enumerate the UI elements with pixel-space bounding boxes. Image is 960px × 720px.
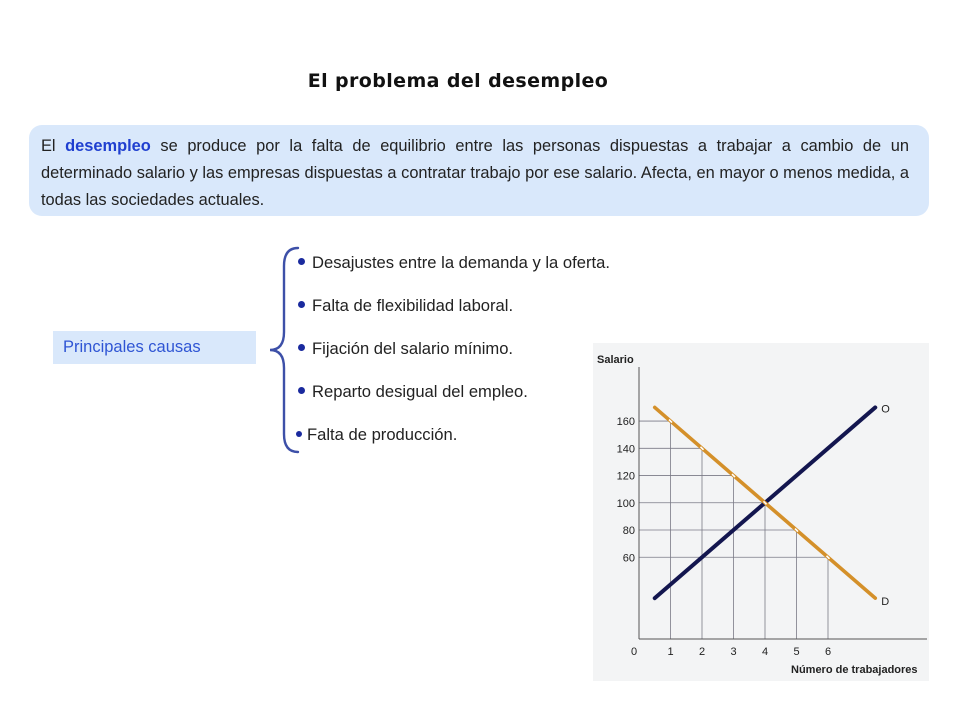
x-tick-label: 2 [698, 646, 706, 658]
y-axis-label: Salario [597, 354, 634, 366]
cause-text: Reparto desigual del empleo. [312, 382, 528, 401]
y-tick-label: 160 [616, 416, 635, 429]
y-tick-label: 60 [622, 552, 635, 565]
cause-text: Falta de flexibilidad laboral. [312, 296, 514, 315]
cause-item-1 [298, 253, 610, 273]
cause-text: Fijación del salario mínimo. [312, 339, 514, 358]
intro-box [29, 125, 929, 216]
cause-item-3 [298, 339, 513, 359]
cause-item-4 [298, 382, 528, 402]
x-tick-label: 6 [824, 646, 832, 658]
cause-item-2 [298, 296, 513, 316]
intro-text-pre: El [41, 137, 66, 155]
causes-label: Principales causas [53, 331, 256, 364]
y-tick-label: 120 [616, 470, 635, 483]
page-title: El problema del desempleo [307, 70, 609, 92]
intro-keyword: desempleo [65, 137, 151, 155]
chart-svg [593, 343, 929, 681]
demand-line-label: D [881, 596, 890, 609]
cause-text: Desajustes entre la demanda y la oferta. [312, 253, 610, 272]
y-tick-label: 140 [616, 443, 635, 456]
x-tick-label: 3 [730, 646, 737, 658]
x-tick-label: 0 [630, 646, 638, 658]
bullet-icon [298, 387, 305, 394]
y-tick-label: 100 [616, 497, 635, 510]
x-axis-label: Número de trabajadores [791, 664, 918, 676]
cause-item-5 [296, 425, 457, 445]
cause-text: Falta de producción. [307, 425, 458, 444]
bullet-icon [298, 344, 305, 351]
bullet-icon [298, 301, 305, 308]
supply-demand-chart [593, 343, 929, 681]
supply-line-label: O [881, 403, 890, 416]
x-tick-label: 4 [761, 646, 769, 658]
bullet-icon [296, 431, 302, 437]
intro-text-post: se produce por la falta de equilibrio entre las personas dispuestas a trabajar a cambio de un determinado salario y las empresas dispuestas a contratar trabajo por ese salario. Afecta, en mayor o menos medida, a todas las sociedades actuales. [41, 137, 909, 209]
x-tick-label: 1 [667, 646, 674, 658]
x-tick-label: 5 [793, 646, 800, 658]
bullet-icon [298, 258, 305, 265]
y-tick-label: 80 [622, 525, 635, 538]
